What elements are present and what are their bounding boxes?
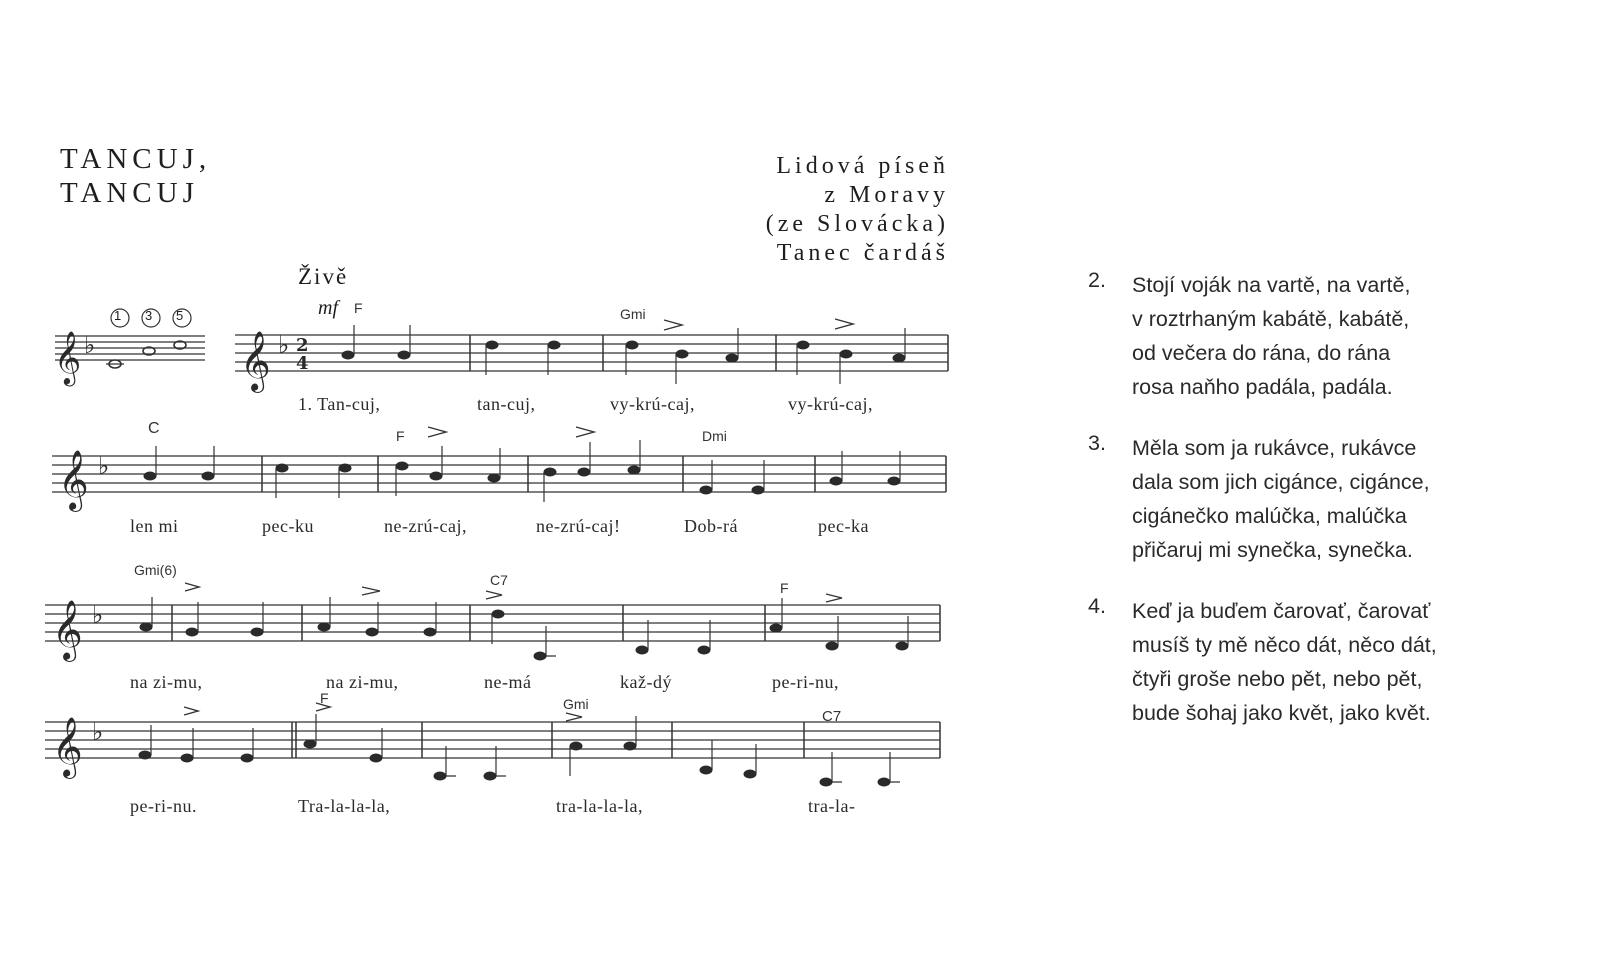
svg-text:2: 2 (296, 335, 309, 356)
svg-text:𝄞: 𝄞 (52, 717, 83, 777)
chord-symbol: F (354, 300, 363, 316)
chord-symbol: Gmi (563, 696, 589, 712)
chord-symbol: C7 (490, 572, 508, 588)
dynamic-marking: mf (318, 297, 338, 319)
lyric-syllables: ne-zrú-caj, (384, 516, 467, 536)
source-line-1: Lidová píseň (776, 153, 949, 179)
verse-line: v roztrhaným kabátě, kabátě, (1132, 307, 1410, 331)
lyric-syllables: vy-krú-caj, (788, 394, 873, 414)
verse-number: 2. (1088, 268, 1106, 292)
lyric-syllables: pe-ri-nu, (772, 672, 839, 692)
svg-text:♭: ♭ (92, 601, 104, 629)
lyric-syllables: tra-la- (808, 796, 856, 816)
staff-lines-2 (52, 456, 946, 492)
chord-symbol: F (396, 428, 405, 444)
song-title-line-2: TANCUJ (60, 177, 199, 209)
verse-3 (1088, 431, 1588, 567)
chord-symbol: F (320, 690, 329, 706)
lyric-syllables: Tra-la-la-la, (298, 796, 391, 816)
lyric-syllables: len mi (130, 516, 179, 536)
tempo-marking: Živě (298, 264, 349, 289)
svg-text:♭: ♭ (278, 331, 290, 359)
verse-line: Stojí voják na vartě, na vartě, (1132, 273, 1411, 297)
lyric-syllables: tan-cuj, (477, 394, 536, 414)
lyric-syllables: Dob-rá (684, 516, 738, 536)
svg-text:𝄞: 𝄞 (52, 600, 83, 660)
verse-line: cigánečko malúčka, malúčka (1132, 504, 1407, 528)
verse-4 (1088, 594, 1588, 730)
chord-symbol: C (148, 420, 160, 437)
verse-line: přičaruj mi synečka, synečka. (1132, 538, 1413, 562)
chord-symbol: Gmi (620, 306, 646, 322)
svg-text:♭: ♭ (92, 718, 104, 746)
time-signature (296, 335, 309, 374)
svg-text:♭: ♭ (98, 452, 110, 480)
lyric-syllables: tra-la-la-la, (556, 796, 643, 816)
chord-symbol: Gmi(6) (134, 562, 177, 578)
verse-line: od večera do rána, do rána (1132, 341, 1391, 365)
chord-symbol: C7 (822, 708, 842, 725)
song-title-line-1: TANCUJ, (60, 143, 212, 175)
chord-symbol: Dmi (702, 428, 727, 444)
verse-line: Měla som ja rukávce, rukávce (1132, 436, 1417, 460)
range-mark-3: 5 (176, 308, 184, 323)
range-mark-1: 1 (114, 308, 122, 323)
verse-line: dala som jich cigánce, cigánce, (1132, 470, 1430, 494)
lyric-syllables: ne-má (484, 672, 532, 692)
verses (1088, 268, 1588, 757)
lyric-syllables: 1. Tan-cuj, (298, 394, 381, 414)
source-line-2: z Moravy (824, 182, 949, 208)
chord-symbol: F (780, 580, 789, 596)
lyric-syllables: pe-ri-nu. (130, 796, 197, 816)
lyric-syllables: ne-zrú-caj! (536, 516, 621, 536)
verse-line: rosa naňho padála, padála. (1132, 375, 1393, 399)
source-line-4: Tanec čardáš (776, 240, 949, 266)
verse-2 (1088, 268, 1588, 404)
svg-text:𝄞: 𝄞 (240, 331, 271, 391)
source-line-3: (ze Slovácka) (765, 211, 949, 237)
staff-lines-4 (45, 722, 940, 758)
clefs (52, 330, 271, 779)
svg-text:♭: ♭ (84, 331, 96, 359)
svg-text:4: 4 (296, 353, 309, 374)
svg-text:𝄞: 𝄞 (54, 330, 82, 384)
lyric-syllables: na zi-mu, (130, 672, 203, 692)
verse-line: musíš ty mě něco dát, něco dát, (1132, 633, 1437, 657)
lyric-syllables: vy-krú-caj, (610, 394, 695, 414)
lyric-syllables: pec-ku (262, 516, 314, 536)
verse-number: 4. (1088, 594, 1106, 618)
verse-number: 3. (1088, 431, 1106, 455)
lyric-syllables: na zi-mu, (326, 672, 399, 692)
range-mark-2: 3 (145, 308, 153, 323)
lyric-syllables: pec-ka (818, 516, 869, 536)
verse-line: čtyři groše nebo pět, nebo pět, (1132, 667, 1423, 691)
verse-line: bude šohaj jako květ, jako květ. (1132, 701, 1431, 725)
lyric-syllables: kaž-dý (620, 672, 672, 692)
svg-text:𝄞: 𝄞 (58, 450, 89, 510)
verse-line: Keď ja buďem čarovať, čarovať (1132, 599, 1431, 623)
